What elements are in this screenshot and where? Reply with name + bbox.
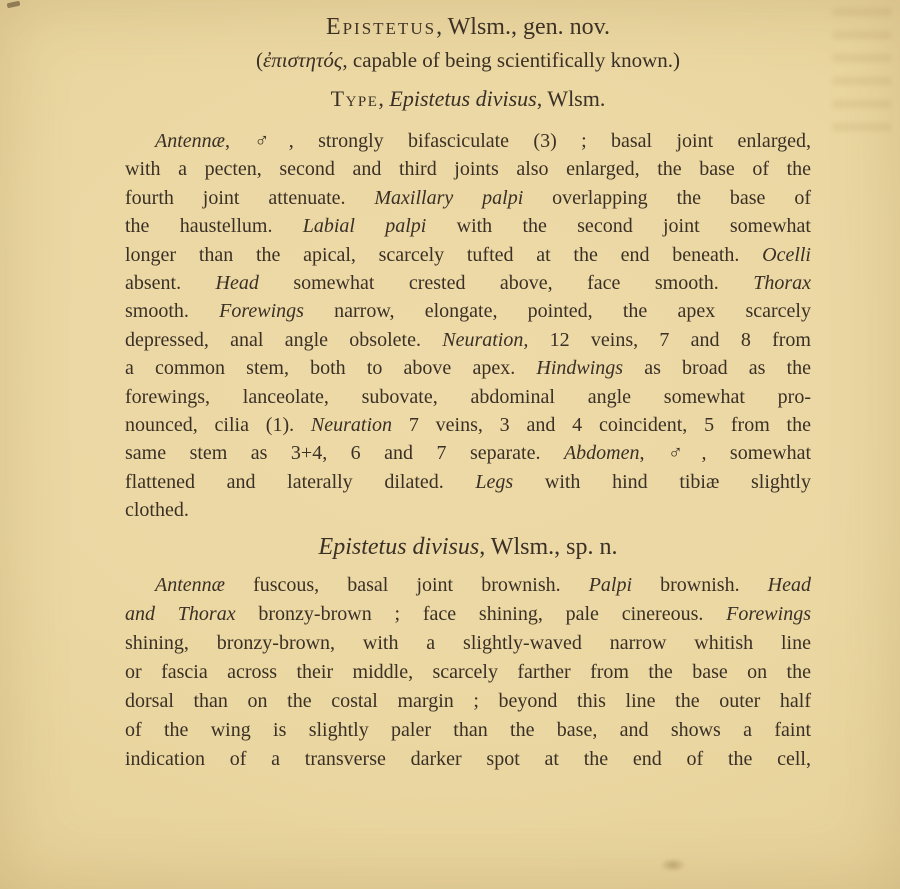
italic-text-run: and Thorax [125,602,236,625]
italic-text-run: ἐπιστητός [262,48,343,72]
text-line [125,411,811,439]
text-run: forewings, lanceolate, subovate, abdominal angle somewhat pro- [125,385,811,408]
species-heading [125,529,811,565]
text-line [125,155,811,183]
italic-text-run: Forewings [219,300,304,323]
paper-smudge [660,858,686,872]
text-line [125,184,811,212]
text-run: or fascia across their middle, scarcely farther from the base on the [125,660,811,683]
text-line [125,212,811,240]
text-run: the haustellum. [125,215,303,238]
text-run: indication of a transverse darker spot at the end of the cell, [125,747,811,770]
text-run: shining, bronzy-brown, with a slightly-waved narrow whitish line [125,631,811,654]
page-showthrough-artifact [833,8,891,138]
italic-text-run: Epistetus divisus [318,533,480,560]
text-line [125,571,811,600]
text-line [125,439,811,467]
text-run: dorsal than on the costal margin ; beyond this line the outer half [125,689,811,712]
text-run: , capable of being scientifically known.) [342,48,681,72]
text-run: fourth joint attenuate. [125,186,375,209]
italic-text-run: Epistetus divisus [389,86,537,111]
italic-text-run: Head [215,272,259,295]
text-block [125,0,811,774]
italic-text-run: Legs [475,470,514,493]
text-run: as broad as the [623,357,812,380]
italic-text-run: Antennæ [155,573,225,596]
text-line [125,354,811,382]
text-line [125,629,811,658]
italic-text-run: Abdomen [563,442,640,465]
italic-text-run: Maxillary palpi [374,186,524,209]
italic-text-run: Antennæ [155,130,225,152]
italic-text-run: Head [767,573,811,596]
text-run: fuscous, basal joint brownish. [225,573,589,596]
text-line [125,326,811,354]
text-run: a common stem, both to above apex. [125,357,537,380]
text-run: , Wlsm., gen. nov. [436,14,611,40]
italic-text-run: Neuration [310,414,393,437]
smallcaps-text-run: Epistetus [325,14,437,40]
text-line [125,600,811,629]
text-run: with a pecten, second and third joints also enlarged, the base of the [125,158,811,181]
etymology-line [125,42,811,79]
text-run: , ♂, somewhat [639,442,811,465]
text-line [125,745,811,774]
text-run: somewhat crested above, face smooth. [258,272,754,295]
smallcaps-text-run: Type [330,86,379,111]
italic-text-run: Palpi [588,573,633,596]
italic-text-run: Ocelli [762,243,811,266]
text-run: narrow, elongate, pointed, the apex scarcely [303,300,811,323]
text-run: brownish. [632,573,768,596]
genus-heading [125,12,811,42]
text-run: of the wing is slightly paler than the base, and shows a faint [125,718,811,741]
text-line [125,127,811,155]
text-run: absent. [125,272,216,295]
text-run: 7 veins, 3 and 4 coincident, 5 from the [392,414,811,437]
text-run: 12 veins, 7 and 8 from [528,328,811,351]
text-line [125,716,811,745]
text-run: same stem as 3+4, 6 and 7 separate. [125,442,564,465]
species-description-paragraph [125,571,811,774]
text-run: , [378,86,390,111]
text-run: nounced, cilia (1). [125,414,311,437]
italic-text-run: Neuration, [442,328,529,351]
text-run: , Wlsm., sp. n. [479,533,618,560]
type-line [125,79,811,119]
scan-speck [7,1,21,9]
text-run: depressed, anal angle obsolete. [125,328,443,351]
text-run: with the second joint somewhat [426,215,811,238]
text-line [125,496,811,524]
text-run: , Wlsm. [536,86,606,111]
text-line [125,297,811,325]
text-run: longer than the apical, scarcely tufted at the end beneath. [125,243,763,266]
italic-text-run: Forewings [726,602,811,625]
text-line [125,241,811,269]
text-line [125,687,811,716]
text-line [125,658,811,687]
genus-description-paragraph [125,127,811,525]
text-line [125,468,811,496]
text-run: smooth. [125,300,220,323]
text-line [125,269,811,297]
text-run: with hind tibiæ slightly [513,470,811,493]
text-run: , ♂, strongly bifasciculate (3) ; basal joint enlarged, [225,130,811,152]
text-run: flattened and laterally dilated. [125,470,476,493]
italic-text-run: Labial palpi [302,215,427,238]
text-run: clothed. [125,499,189,522]
text-line [125,383,811,411]
italic-text-run: Thorax [753,272,812,295]
text-run: ( [255,48,263,72]
text-run: overlapping the base of [523,186,811,209]
italic-text-run: Hindwings [536,357,624,380]
text-run: bronzy-brown ; face shining, pale cinereous. [235,602,727,625]
